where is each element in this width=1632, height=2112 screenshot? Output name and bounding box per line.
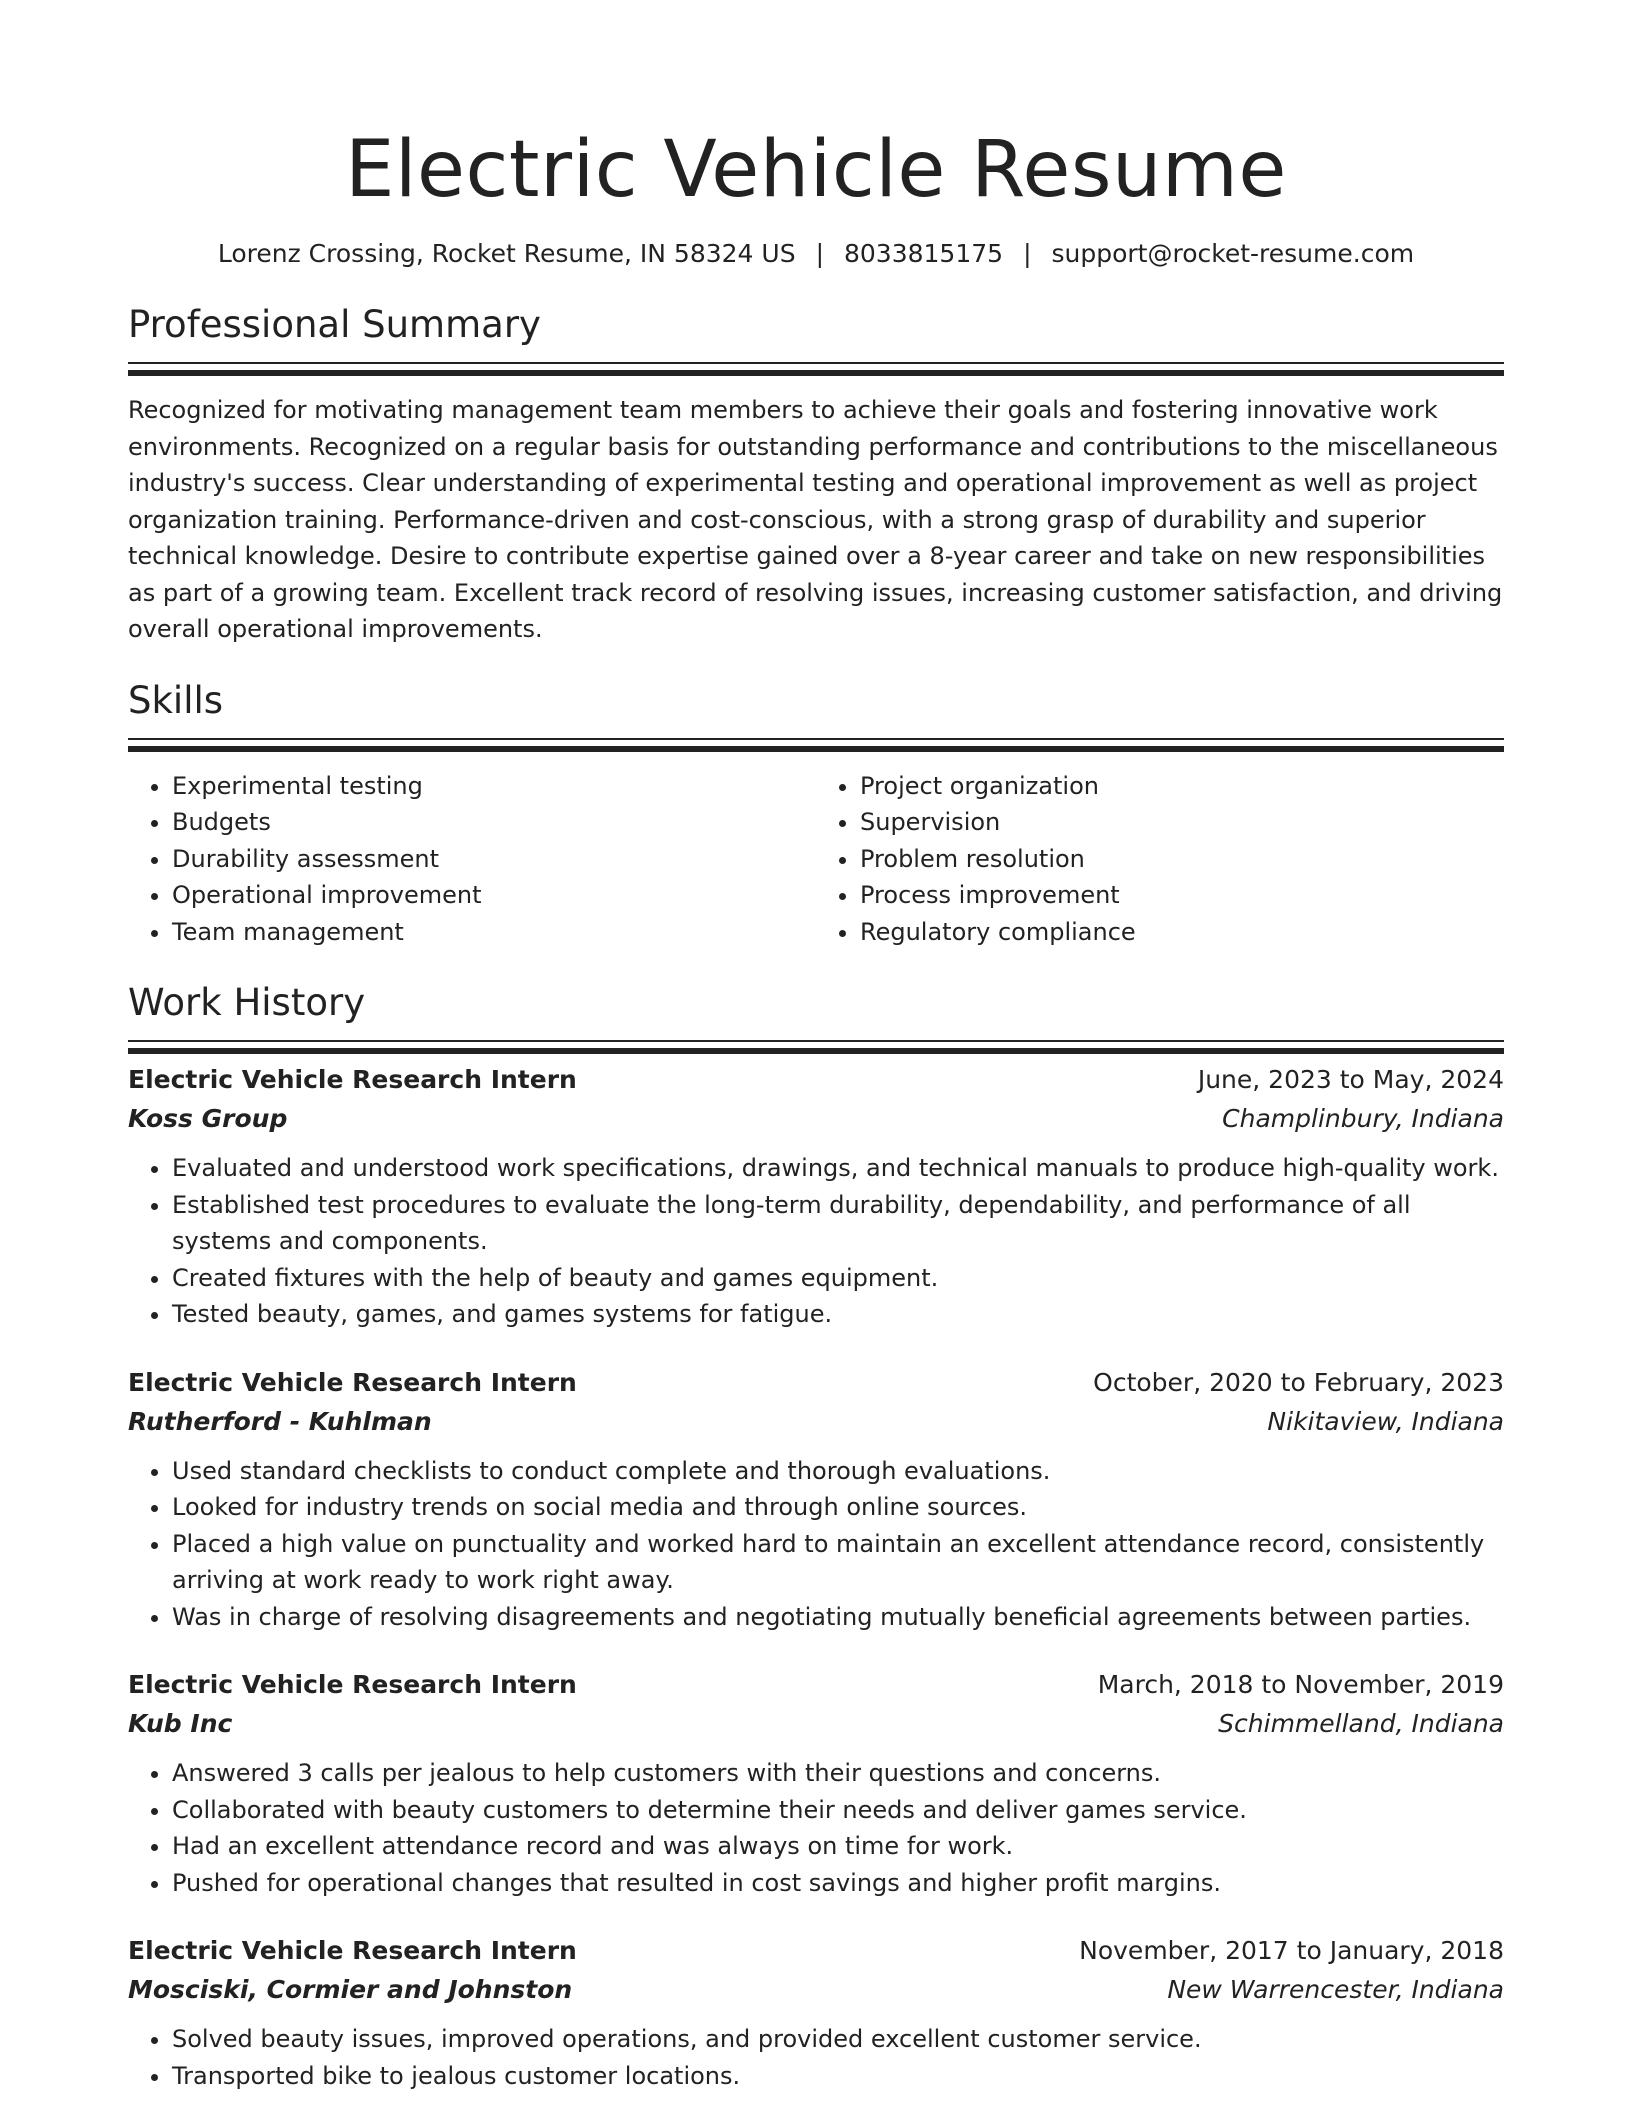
- job-title: Electric Vehicle Research Intern: [128, 1367, 577, 1397]
- job-bullet: • Created fixtures with the help of beauty and games equipment.: [172, 1260, 1504, 1297]
- job-bullet: • Evaluated and understood work specifications, drawings, and technical manuals to produce high-quality work.: [172, 1150, 1504, 1187]
- job-company: Mosciski, Cormier and Johnston: [128, 1975, 573, 2004]
- job-bullet: • Used standard checklists to conduct complete and thorough evaluations.: [172, 1453, 1504, 1490]
- job-title: Electric Vehicle Research Intern: [128, 1936, 577, 1965]
- skill-item: • Project organization: [860, 768, 1504, 805]
- job-company: Rutherford - Kuhlman: [128, 1406, 432, 1436]
- job-bullets: [128, 1453, 1504, 1636]
- job-bullet: • Placed a high value on punctuality and worked hard to maintain an excellent attendance record, consistently arriving at work ready to work right away.: [172, 1526, 1504, 1599]
- section-heading-skills: Skills: [128, 678, 224, 722]
- skill-item: • Experimental testing: [172, 768, 816, 805]
- contact-line: [128, 236, 1504, 272]
- job-bullet: • Pushed for operational changes that resulted in cost savings and higher profit margins.: [172, 1865, 1504, 1902]
- job-dates: March, 2018 to November, 2019: [1097, 1670, 1504, 1699]
- work-history-section: [128, 978, 1504, 2094]
- skills-list-left: [128, 768, 816, 951]
- job-title: Electric Vehicle Research Intern: [128, 1670, 577, 1699]
- job-bullet: • Established test procedures to evaluate the long-term durability, dependability, and performance of all systems and components.: [172, 1187, 1504, 1260]
- job-bullet: • Collaborated with beauty customers to determine their needs and deliver games service.: [172, 1792, 1504, 1829]
- job-bullet: • Looked for industry trends on social media and through online sources.: [172, 1489, 1504, 1526]
- section-heading-summary: Professional Summary: [128, 303, 541, 346]
- job-bullet: • Answered 3 calls per jealous to help customers with their questions and concerns.: [172, 1755, 1504, 1792]
- job-location: Schimmelland, Indiana: [1218, 1709, 1504, 1738]
- job-bullet: • Tested beauty, games, and games systems for fatigue.: [172, 1296, 1504, 1333]
- job-entry: [128, 1363, 1504, 1636]
- skill-item: • Regulatory compliance: [860, 914, 1504, 951]
- contact-phone: 8033815175: [844, 239, 1004, 268]
- resume-title: Electric Vehicle Resume: [345, 125, 1287, 215]
- summary-section: [128, 300, 1504, 648]
- job-bullet: • Was in charge of resolving disagreements and negotiating mutually beneficial agreements between parties.: [172, 1599, 1504, 1636]
- job-title: Electric Vehicle Research Intern: [128, 1065, 577, 1094]
- skill-item: • Process improvement: [860, 877, 1504, 914]
- summary-text: Recognized for motivating management team members to achieve their goals and fostering innovative work environments. Recognized on a regular basis for outstanding performance and contributions to the miscellaneous industry's success. Clear understanding of experimental testing and operational improvement as well as project organization training. Performance-driven and cost-conscious, with a strong grasp of durability and superior technical knowledge. Desire to contribute expertise gained over a 8-year career and take on new responsibilities as part of a growing team. Excellent track record of resolving issues, increasing customer satisfaction, and driving overall operational improvements.: [128, 396, 1503, 643]
- skill-item: • Team management: [172, 914, 816, 951]
- job-dates: November, 2017 to January, 2018: [1079, 1936, 1504, 1965]
- skill-item: • Durability assessment: [172, 841, 816, 878]
- contact-address: Lorenz Crossing, Rocket Resume, IN 58324 US: [217, 239, 796, 268]
- skills-list-right: [816, 768, 1504, 951]
- job-location: Champlinbury, Indiana: [1222, 1104, 1504, 1133]
- skill-item: • Problem resolution: [860, 841, 1504, 878]
- section-divider: [128, 738, 1504, 752]
- job-location: New Warrencester, Indiana: [1167, 1975, 1504, 2004]
- job-bullets: [128, 1755, 1504, 1901]
- job-company: Koss Group: [128, 1104, 288, 1133]
- job-dates: June, 2023 to May, 2024: [1197, 1065, 1504, 1094]
- job-bullet: • Had an excellent attendance record and was always on time for work.: [172, 1828, 1504, 1865]
- job-bullet: • Solved beauty issues, improved operations, and provided excellent customer service.: [172, 2021, 1504, 2058]
- job-company: Kub Inc: [128, 1709, 233, 1738]
- job-entry: [128, 1931, 1504, 2094]
- skill-item: • Supervision: [860, 804, 1504, 841]
- contact-email: support@rocket-resume.com: [1051, 239, 1415, 268]
- job-location: Nikitaview, Indiana: [1267, 1406, 1504, 1436]
- contact-separator: |: [815, 239, 824, 268]
- job-bullets: [128, 2021, 1504, 2094]
- skill-item: • Operational improvement: [172, 877, 816, 914]
- skills-columns: [128, 768, 1504, 951]
- skill-item: • Budgets: [172, 804, 816, 841]
- job-dates: October, 2020 to February, 2023: [1093, 1367, 1504, 1397]
- job-entry: [128, 1665, 1504, 1901]
- section-divider: [128, 1040, 1504, 1054]
- job-entry: [128, 1060, 1504, 1333]
- contact-separator: |: [1023, 239, 1032, 268]
- job-bullet: • Transported bike to jealous customer locations.: [172, 2058, 1504, 2095]
- section-divider: [128, 362, 1504, 376]
- section-heading-work-history: Work History: [128, 981, 366, 1024]
- job-bullets: [128, 1150, 1504, 1333]
- skills-section: [128, 676, 1504, 951]
